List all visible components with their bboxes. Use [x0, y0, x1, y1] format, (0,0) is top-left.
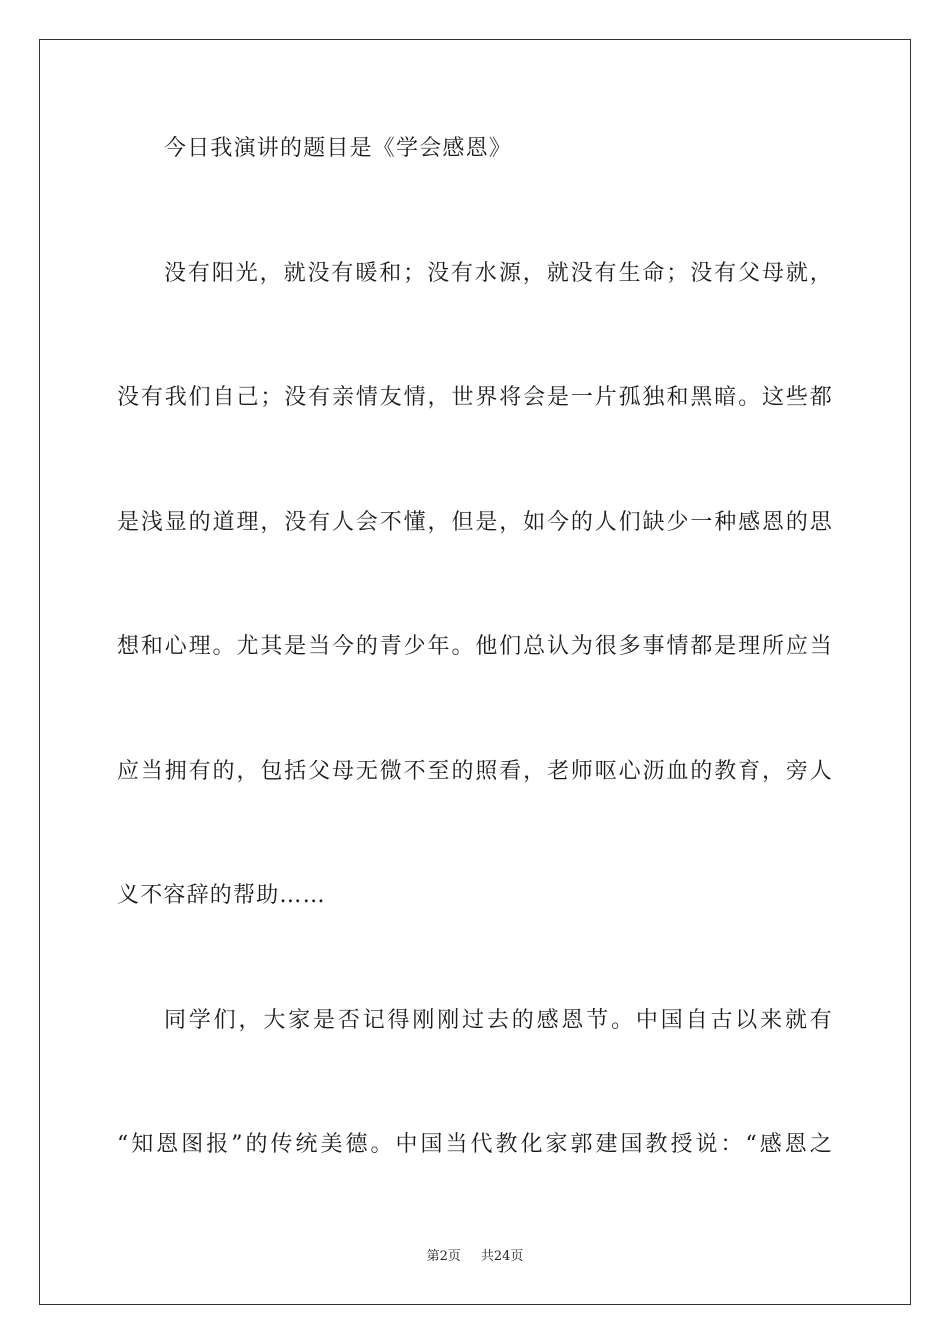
paragraph-line: 没有我们自己；没有亲情友情，世界将会是一片孤独和黑暗。这些都 [117, 385, 833, 410]
paragraph-line: 应当拥有的，包括父母无微不至的照看，老师呕心沥血的教育，旁人 [117, 759, 833, 784]
paragraph-line: 没有阳光，就没有暖和；没有水源，就没有生命；没有父母就， [164, 261, 833, 286]
page-number: 第2页 [426, 1249, 461, 1264]
page-footer [0, 1248, 950, 1266]
paragraph-line: “知恩图报”的传统美德。中国当代教化家郭建国教授说：“感恩之 [117, 1132, 833, 1157]
paragraph-line: 想和心理。尤其是当今的青少年。他们总认为很多事情都是理所应当 [117, 634, 833, 659]
paragraph-line: 义不容辞的帮助…… [117, 883, 326, 908]
paragraph-line: 同学们，大家是否记得刚刚过去的感恩节。中国自古以来就有 [164, 1008, 833, 1033]
page-border [39, 39, 911, 1305]
paragraph-line: 是浅显的道理，没有人会不懂，但是，如今的人们缺少一种感恩的思 [117, 510, 833, 535]
page-total: 共24页 [480, 1249, 524, 1264]
document-title-line: 今日我演讲的题目是《学会感恩》 [164, 136, 513, 161]
